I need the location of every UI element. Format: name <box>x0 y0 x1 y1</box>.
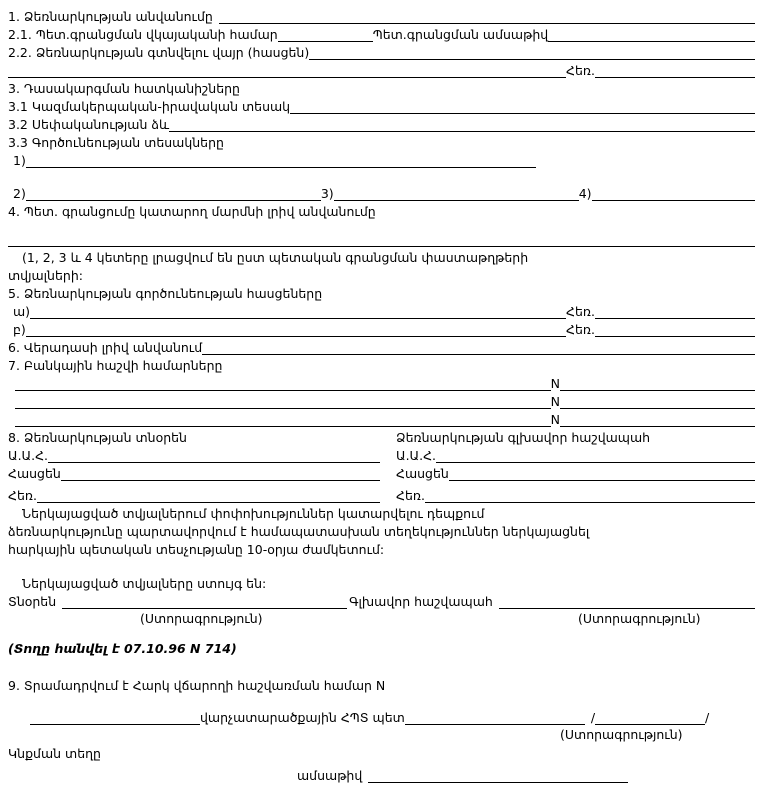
accountant-heading-label: Ձեռնարկության գլխավոր հաշվապահ <box>396 430 651 445</box>
accountant-column-heading <box>396 430 755 445</box>
hpt-head-label: վարչատարածքային ՀՊՏ պետ <box>200 710 405 725</box>
data-accuracy-statement <box>8 573 755 591</box>
section-7-heading <box>8 355 755 373</box>
bank-2-n-label: N <box>550 394 560 409</box>
director-signature-label: Տնօրեն <box>8 594 57 609</box>
address-a-phone-label: Հեռ. <box>566 304 595 319</box>
bank-3-n-label: N <box>550 412 560 427</box>
accountant-address-field <box>396 466 755 481</box>
accountant-signature-label: Գլխավոր հաշվապահ <box>349 594 493 609</box>
taxpayer-number-label: 9. Տրամադրվում է Հարկ վճարողի հաշվառման համար N <box>8 678 386 693</box>
director-address-blank <box>61 478 380 481</box>
field-activities-2-3-4 <box>8 183 755 201</box>
field-ownership-form <box>8 114 755 132</box>
address-a-label: ա) <box>13 304 31 319</box>
classification-heading: 3. Դասակարգման հատկանիշները <box>8 81 240 96</box>
bank-1-name-blank <box>15 388 551 391</box>
bank-accounts-heading: 7. Բանկային հաշվի համարները <box>8 358 223 373</box>
phone-blank <box>595 75 755 78</box>
activity-4-label: 4) <box>578 186 592 201</box>
section-4-heading <box>8 201 755 219</box>
accuracy-statement-label: Ներկայացված տվյալները ստույգ են: <box>22 576 267 591</box>
obligation-text-line-1: Ներկայացված տվյալներում փոփոխություններ կատարվելու դեպքում <box>22 506 485 521</box>
accountant-address-label: Հասցեն <box>396 466 449 481</box>
field-registration-certificate <box>8 24 755 42</box>
location-continued-blank <box>8 75 566 78</box>
field-names-row <box>8 445 755 463</box>
removed-note-text: (Տողը հանվել է 07.10.96 N 714) <box>8 641 237 656</box>
field-hpt-head <box>8 707 755 725</box>
ownership-form-label: 3.2 Սեփականության ձև <box>8 117 170 132</box>
superior-body-blank <box>202 352 755 355</box>
field-phones-row <box>8 485 755 503</box>
bank-2-name-blank <box>15 406 551 409</box>
address-b-blank <box>26 334 566 337</box>
activity-3-blank <box>334 198 579 201</box>
field-bank-account-1 <box>8 373 755 391</box>
accountant-name-blank <box>436 460 755 463</box>
hpt-signature-caption: (Ստորագրություն) <box>560 727 683 742</box>
address-b-phone-blank <box>595 334 755 337</box>
field-activity-1 <box>8 150 755 168</box>
director-column-heading <box>8 430 380 445</box>
date-blank <box>368 780 628 783</box>
obligation-paragraph-line-3 <box>8 539 755 557</box>
legal-type-blank <box>290 111 755 114</box>
section-8-headings <box>8 427 755 445</box>
enterprise-location-label: 2.2. Ձեռնարկության գտնվելու վայր (հասցեն) <box>8 45 310 60</box>
field-addresses-row <box>8 463 755 481</box>
address-b-label: բ) <box>13 322 26 337</box>
accountant-phone-field <box>396 488 755 503</box>
reg-date-blank <box>548 39 755 42</box>
enterprise-name-blank <box>219 21 755 24</box>
field-address-a <box>8 301 755 319</box>
address-a-blank <box>30 316 566 319</box>
obligation-paragraph-line-2 <box>8 521 755 539</box>
director-name-field <box>8 448 380 463</box>
date-label: ամսաթիվ <box>297 768 363 783</box>
obligation-paragraph-line-1 <box>8 503 755 521</box>
seal-place-label: Կնքման տեղը <box>8 746 101 761</box>
director-name-blank <box>48 460 380 463</box>
ownership-form-blank <box>169 129 755 132</box>
field-enterprise-location <box>8 42 755 60</box>
field-legal-type <box>8 96 755 114</box>
signature-line-row <box>8 591 755 609</box>
bank-1-n-label: N <box>550 376 560 391</box>
director-heading-label: 8. Ձեռնարկության տնօրեն <box>8 430 187 445</box>
director-signature-caption: (Ստորագրություն) <box>140 611 263 626</box>
phone-label: Հեռ. <box>566 63 595 78</box>
obligation-text-line-2: ձեռնարկությունը պարտավորվում է համապատասխան տեղեկություններ ներկայացնել <box>8 524 590 539</box>
director-phone-label: Հեռ. <box>8 488 37 503</box>
note-paragraph-1-line-1 <box>8 247 755 265</box>
signature-captions-row <box>8 609 755 627</box>
director-address-field <box>8 466 380 481</box>
field-registering-body <box>8 229 755 247</box>
reg-certificate-number-label: 2.1. Պետ.գրանցման վկայականի համար <box>8 27 278 42</box>
legal-type-label: 3.1 Կազմակերպական-իրավական տեսակ <box>8 99 291 114</box>
address-b-phone-label: Հեռ. <box>566 322 595 337</box>
enterprise-location-blank <box>309 57 755 60</box>
section-3-heading <box>8 78 755 96</box>
activity-types-heading <box>8 132 755 150</box>
note-1-text-line-1: (1, 2, 3 և 4 կետերը լրացվում են ըստ պետական գրանցման փաստաթղթերի <box>22 250 529 265</box>
activity-3-label: 3) <box>320 186 334 201</box>
reg-date-label: Պետ.գրանցման ամսաթիվ <box>372 27 549 42</box>
activity-4-blank <box>592 198 755 201</box>
field-date <box>8 765 755 783</box>
note-1-text-line-2: տվյալների: <box>8 268 83 283</box>
field-bank-account-3 <box>8 409 755 427</box>
obligation-text-line-3: հարկային պետական տեսչությանը 10-օրյա ժամկետում: <box>8 542 385 557</box>
superior-body-label: 6. Վերադասի լրիվ անվանում <box>8 340 203 355</box>
field-bank-account-2 <box>8 391 755 409</box>
bank-3-name-blank <box>15 424 551 427</box>
registering-body-label: 4. Պետ. գրանցումը կատարող մարմնի լրիվ անվանումը <box>8 204 376 219</box>
bank-2-number-blank <box>560 406 755 409</box>
reg-certificate-number-blank <box>278 39 373 42</box>
director-name-label: Ա.Ա.Հ. <box>8 448 49 463</box>
accountant-name-field <box>396 448 755 463</box>
accountant-phone-label: Հեռ. <box>396 488 425 503</box>
accountant-signature-caption: (Ստորագրություն) <box>578 611 701 626</box>
director-phone-field <box>8 488 380 503</box>
activity-1-label: 1) <box>13 153 26 168</box>
activity-types-label: 3.3 Գործունեության տեսակները <box>8 135 224 150</box>
activity-addresses-heading: 5. Ձեռնարկության գործունեության հասցեները <box>8 286 323 301</box>
seal-place-row <box>8 743 755 761</box>
note-paragraph-1-line-2 <box>8 265 755 283</box>
activity-2-blank <box>26 198 321 201</box>
slash-open: / <box>590 710 596 725</box>
registering-body-blank <box>8 244 755 247</box>
slash-close: / <box>705 710 710 725</box>
accountant-phone-blank <box>425 500 755 503</box>
removed-line-note <box>8 638 755 656</box>
enterprise-name-label: 1. Ձեռնարկության անվանումը <box>8 9 213 24</box>
field-address-b <box>8 319 755 337</box>
field-enterprise-name <box>8 6 755 24</box>
accountant-name-label: Ա.Ա.Հ. <box>396 448 437 463</box>
director-phone-blank <box>37 500 380 503</box>
bank-1-number-blank <box>560 388 755 391</box>
bank-3-number-blank <box>560 424 755 427</box>
section-9-heading <box>8 675 755 693</box>
accountant-address-blank <box>449 478 755 481</box>
field-location-phone <box>8 60 755 78</box>
director-address-label: Հասցեն <box>8 466 61 481</box>
section-5-heading <box>8 283 755 301</box>
hpt-signature-caption-row <box>8 725 755 743</box>
activity-2-label: 2) <box>13 186 26 201</box>
address-a-phone-blank <box>595 316 755 319</box>
field-superior-body <box>8 337 755 355</box>
activity-1-blank <box>26 165 536 168</box>
